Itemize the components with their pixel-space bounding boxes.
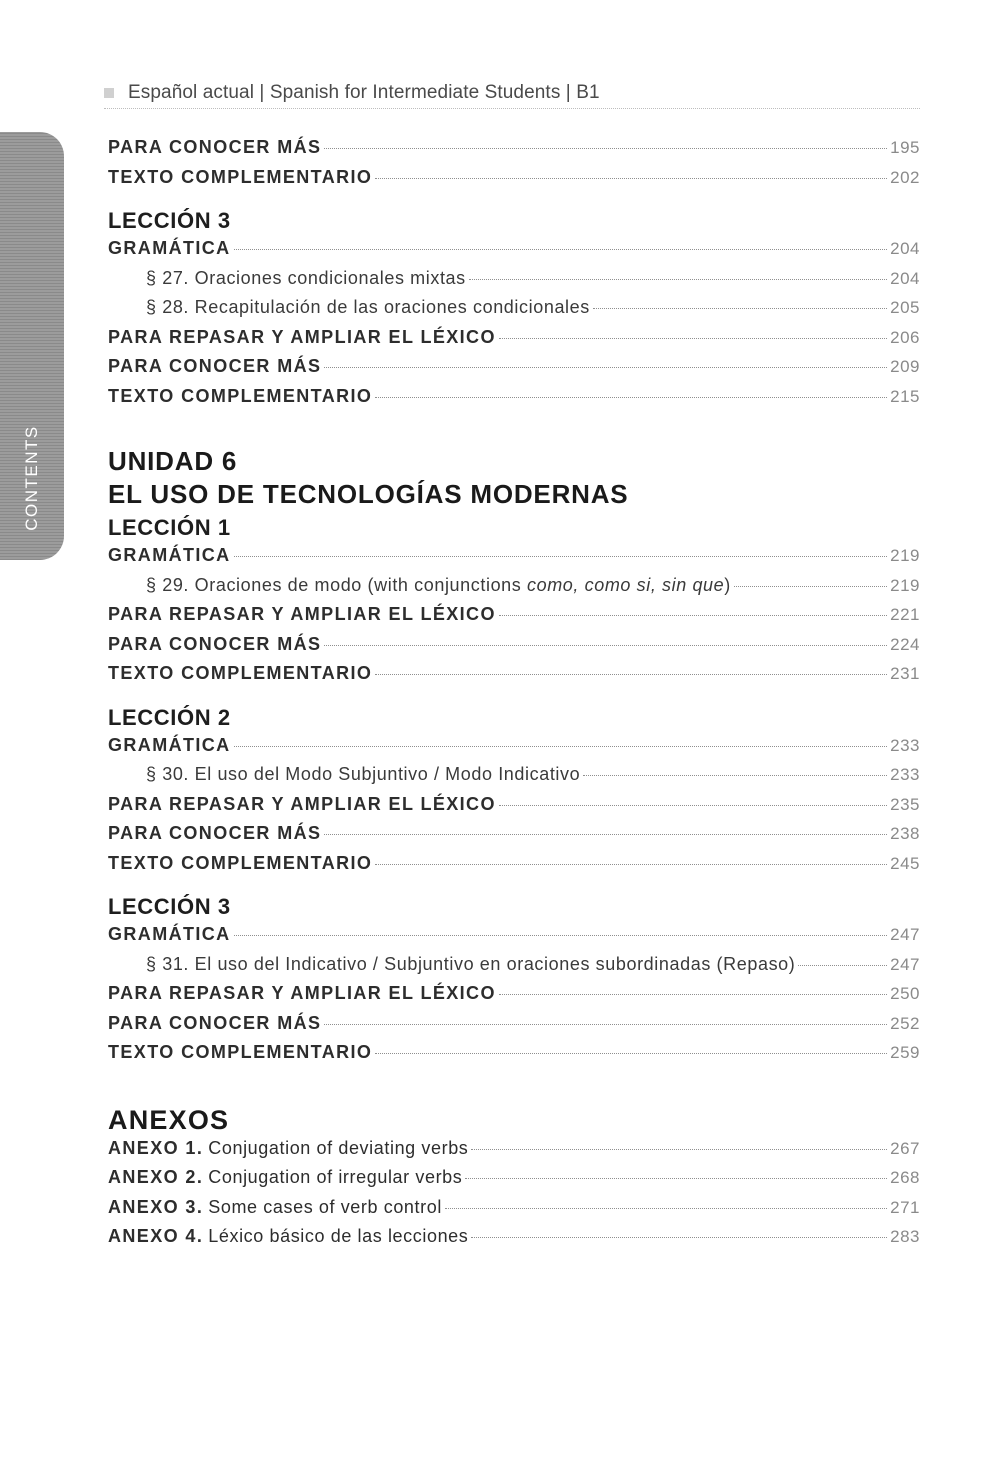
toc-page-number: 250	[890, 984, 920, 1003]
annex-entry[interactable]	[108, 1167, 920, 1197]
annex-number: ANEXO 1.	[108, 1137, 204, 1158]
toc-entry[interactable]	[108, 794, 920, 824]
toc-entry[interactable]	[108, 238, 920, 268]
toc-entry-label: TEXTO COMPLEMENTARIO	[108, 1042, 373, 1062]
dot-leader	[375, 864, 887, 865]
lesson-heading: LECCIÓN 1	[108, 515, 231, 540]
toc-page-number: 233	[890, 735, 920, 755]
toc-entry[interactable]	[108, 634, 920, 664]
dot-leader	[583, 775, 887, 776]
toc-page-number: 204	[890, 268, 920, 288]
dot-leader	[324, 148, 887, 149]
toc-entry[interactable]	[108, 663, 920, 693]
lesson-heading: LECCIÓN 3	[108, 208, 231, 233]
dot-leader	[324, 834, 887, 835]
header-text: Español actual | Spanish for Intermediate Students | B1	[128, 82, 600, 103]
annex-title: Conjugation of deviating verbs	[208, 1137, 469, 1158]
annex-title: Léxico básico de las lecciones	[208, 1226, 469, 1246]
running-header	[104, 78, 920, 108]
lesson-heading: LECCIÓN 3	[108, 894, 231, 919]
toc-page-number: 224	[890, 634, 920, 654]
header-divider	[104, 108, 920, 109]
toc-subentry-label	[146, 575, 731, 596]
toc-entry[interactable]	[108, 853, 920, 883]
annex-entry-label	[108, 1226, 468, 1247]
toc-page-number: 205	[890, 298, 920, 317]
toc-entry-label: PARA CONOCER MÁS	[108, 1012, 322, 1033]
dot-leader	[234, 746, 887, 747]
annex-entry-label	[108, 1197, 442, 1218]
annex-entry[interactable]	[108, 1138, 920, 1168]
toc-subentry[interactable]	[108, 764, 920, 794]
toc-entry[interactable]	[108, 924, 920, 954]
annex-number: ANEXO 2.	[108, 1167, 204, 1187]
dot-leader	[469, 279, 887, 280]
contents-side-tab	[0, 132, 64, 560]
toc-entry-label: PARA REPASAR Y AMPLIAR EL LÉXICO	[108, 326, 496, 347]
dot-leader	[324, 645, 887, 646]
toc-entry[interactable]	[108, 823, 920, 853]
toc-page-number: 245	[890, 853, 920, 873]
toc-page-number: 206	[890, 327, 920, 347]
toc-page-number: 233	[890, 765, 920, 784]
toc-subentry[interactable]	[108, 954, 920, 984]
toc-entry[interactable]	[108, 356, 920, 386]
dot-leader	[375, 1053, 887, 1054]
toc-entry-label: GRAMÁTICA	[108, 238, 231, 258]
anexos-heading: ANEXOS	[108, 1104, 230, 1135]
toc-entry-label: PARA CONOCER MÁS	[108, 356, 322, 376]
annex-entry-label	[108, 1138, 468, 1159]
toc-entry-label: TEXTO COMPLEMENTARIO	[108, 852, 373, 873]
toc-page-number: 209	[890, 357, 920, 376]
dot-leader	[375, 397, 887, 398]
toc-entry-label: GRAMÁTICA	[108, 734, 231, 755]
dot-leader	[593, 308, 887, 309]
toc-subentry-label: § 31. El uso del Indicativo / Subjuntivo en oraciones subordinadas (Repaso)	[146, 953, 796, 974]
dot-leader	[445, 1208, 887, 1209]
annex-entry[interactable]	[108, 1197, 920, 1227]
dot-leader	[499, 615, 887, 616]
annex-entry[interactable]	[108, 1226, 920, 1256]
dot-leader	[234, 556, 887, 557]
toc-page-number: 238	[890, 824, 920, 843]
toc-page-number: 195	[890, 138, 920, 157]
toc-page-number: 221	[890, 605, 920, 624]
toc-entry[interactable]	[108, 386, 920, 416]
toc-page-number: 215	[890, 386, 920, 406]
dot-leader	[324, 1024, 887, 1025]
dot-leader	[375, 178, 887, 179]
toc-page-number: 271	[890, 1197, 920, 1217]
unit-number: UNIDAD 6	[108, 446, 238, 476]
toc-page-number: 235	[890, 794, 920, 814]
annex-entry-label	[108, 1167, 462, 1188]
dot-leader	[798, 965, 887, 966]
toc-entry-label: PARA REPASAR Y AMPLIAR EL LÉXICO	[108, 604, 496, 624]
side-tab-label: CONTENTS	[22, 425, 41, 531]
toc-page-number: 268	[890, 1168, 920, 1187]
toc-page-number: 252	[890, 1013, 920, 1033]
dot-leader	[499, 338, 887, 339]
subentry-text: § 29. Oraciones de modo (with conjunctions	[146, 574, 527, 595]
toc-subentry-label: § 28. Recapitulación de las oraciones condicionales	[146, 297, 590, 317]
header-bullet	[104, 88, 114, 98]
toc-page-number: 202	[890, 167, 920, 187]
toc-subentry[interactable]	[108, 297, 920, 327]
toc-page-number: 247	[890, 954, 920, 974]
toc-page-number: 247	[890, 925, 920, 944]
toc-entry-label: PARA REPASAR Y AMPLIAR EL LÉXICO	[108, 983, 496, 1003]
dot-leader	[499, 805, 887, 806]
dot-leader	[234, 249, 887, 250]
toc-subentry[interactable]	[108, 575, 920, 605]
dot-leader	[471, 1149, 887, 1150]
dot-leader	[471, 1237, 887, 1238]
toc-page-number: 267	[890, 1138, 920, 1158]
unit-title: EL USO DE TECNOLOGÍAS MODERNAS	[108, 479, 629, 509]
toc-entry[interactable]	[108, 1042, 920, 1072]
subentry-italic-text: como, como si, sin que	[527, 574, 725, 595]
toc-page-number: 259	[890, 1043, 920, 1062]
toc-page-number: 219	[890, 546, 920, 565]
toc-entry-label: PARA CONOCER MÁS	[108, 823, 322, 843]
table-of-contents	[108, 137, 920, 1256]
subentry-text-end: )	[724, 574, 731, 595]
toc-entry-label: PARA CONOCER MÁS	[108, 633, 322, 654]
annex-title: Conjugation of irregular verbs	[208, 1167, 463, 1187]
toc-entry[interactable]	[108, 983, 920, 1013]
toc-subentry-label: § 30. El uso del Modo Subjuntivo / Modo Indicativo	[146, 764, 581, 784]
toc-page-number: 204	[890, 239, 920, 258]
toc-entry[interactable]	[108, 735, 920, 765]
dot-leader	[375, 674, 887, 675]
toc-entry-label: PARA CONOCER MÁS	[108, 137, 322, 157]
dot-leader	[324, 367, 887, 368]
toc-entry[interactable]	[108, 137, 920, 167]
toc-entry-label: PARA REPASAR Y AMPLIAR EL LÉXICO	[108, 793, 496, 814]
toc-entry[interactable]	[108, 604, 920, 634]
toc-entry[interactable]	[108, 1013, 920, 1043]
toc-entry[interactable]	[108, 167, 920, 197]
toc-entry-label: TEXTO COMPLEMENTARIO	[108, 166, 373, 187]
toc-page-number: 231	[890, 664, 920, 683]
toc-subentry-label: § 27. Oraciones condicionales mixtas	[146, 267, 466, 288]
toc-entry-label: GRAMÁTICA	[108, 924, 231, 944]
dot-leader	[234, 935, 887, 936]
toc-entry-label: TEXTO COMPLEMENTARIO	[108, 385, 373, 406]
toc-entry-label: GRAMÁTICA	[108, 545, 231, 565]
toc-entry-label: TEXTO COMPLEMENTARIO	[108, 663, 373, 683]
annex-number: ANEXO 4.	[108, 1226, 204, 1246]
dot-leader	[465, 1178, 887, 1179]
annex-number: ANEXO 3.	[108, 1196, 204, 1217]
lesson-heading: LECCIÓN 2	[108, 704, 231, 730]
dot-leader	[499, 994, 887, 995]
toc-page-number: 283	[890, 1227, 920, 1246]
dot-leader	[734, 586, 887, 587]
toc-subentry[interactable]	[108, 268, 920, 298]
toc-page-number: 219	[890, 575, 920, 595]
toc-entry[interactable]	[108, 327, 920, 357]
toc-entry[interactable]	[108, 545, 920, 575]
annex-title: Some cases of verb control	[208, 1196, 442, 1217]
